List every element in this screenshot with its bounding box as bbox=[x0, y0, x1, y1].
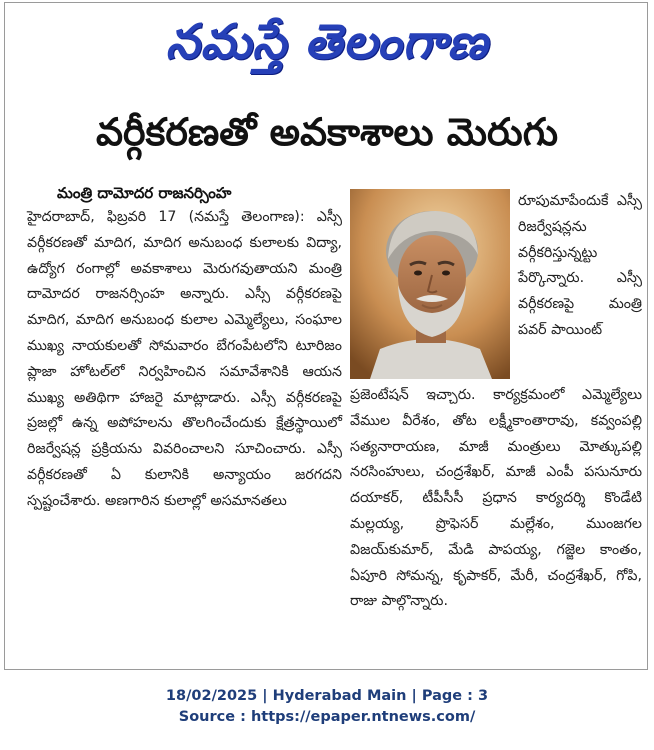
article-byline: మంత్రి దామోదర రాజనర్సింహ bbox=[57, 184, 232, 202]
source-footer bbox=[0, 686, 654, 728]
article-column-right-top bbox=[518, 189, 642, 344]
portrait-photo-icon bbox=[350, 189, 510, 379]
article-headline: వర్గీకరణతో అవకాశాలు మెరుగు bbox=[95, 110, 559, 154]
body-right-bottom-text: ప్రజెంటేషన్ ఇచ్చారు. కార్యక్రమంలో ఎమ్మెల్యేలు వేముల వీరేశం, తోట లక్ష్మీకాంతారావు, కవ్వంపల్లి సత్యనారాయణ, మాజీ మంత్రులు మోత్కుపల్లి నరసింహులు, చంద్రశేఖర్, మాజీ ఎంపీ పసునూరు దయాకర్, టీపీసీసీ ప్రధాన కార్యదర్శి కొండేటి మల్లయ్య, ప్రొఫెసర్ మల్లేశం, ముంజగల విజయ్‌కుమార్, మేడి పాపయ్య, గజ్జెల కాంతం, ఏపూరి సోమన్న, కృపాకర్, మేరీ, చంద్రశేఖర్, గోపి, రాజు పాల్గొన్నారు. bbox=[350, 387, 642, 610]
masthead-logo: నమస్తే తెలంగాణ bbox=[165, 14, 489, 70]
article-column-right-bottom bbox=[350, 383, 642, 615]
footer-date-edition: 18/02/2025 | Hyderabad Main | Page : 3 bbox=[165, 688, 489, 704]
body-left-text: హైదరాబాద్, ఫిబ్రవరి 17 (నమస్తే తెలంగాణ): ఎస్సీ వర్గీకరణతో మాదిగ, మాదిగ అనుబంధ కులాలకు విద్యా, ఉద్యోగ రంగాల్లో అవకాశాలు మెరుగవుతాయని మంత్రి దామోదర రాజనర్సింహ అన్నారు. ఎస్సీ వర్గీకరణపై మాదిగ, మాదిగ అనుబంధ కులాల ఎమ్మెల్యేలు, సంఘాల ముఖ్య నాయకులతో సోమవారం బేగంపేటలోని టూరిజం ప్లాజా హోటల్‌లో నిర్వహించిన సమావేశానికి ఆయన ముఖ్య అతిథిగా హాజరై మాట్లాడారు. ఎస్సీ వర్గీకరణపై ప్రజల్లో ఉన్న అపోహలను తొలగించేందుకు క్షేత్రస్థాయిలో రిజర్వేషన్ల ప్రక్రియను వివరించాలని సూచించారు. ఎస్సీ వర్గీకరణతో ఏ కులానికి అన్యాయం జరగదని స్పష్టంచేశారు. అణగారిన కులాల్లో అసమానతలు bbox=[27, 209, 342, 509]
article-column-left bbox=[27, 205, 342, 515]
news-clipping bbox=[4, 2, 648, 670]
body-right-top-text: రూపుమాపేందుకే ఎస్సీ రిజర్వేషన్లను వర్గీకరిస్తున్నట్టు పేర్కొన్నారు. ఎస్సీ వర్గీకరణపై మంత్రి పవర్ పాయింట్ bbox=[518, 193, 642, 338]
footer-source-link[interactable]: Source : https://epaper.ntnews.com/ bbox=[178, 709, 476, 725]
minister-portrait-photo bbox=[350, 189, 510, 379]
